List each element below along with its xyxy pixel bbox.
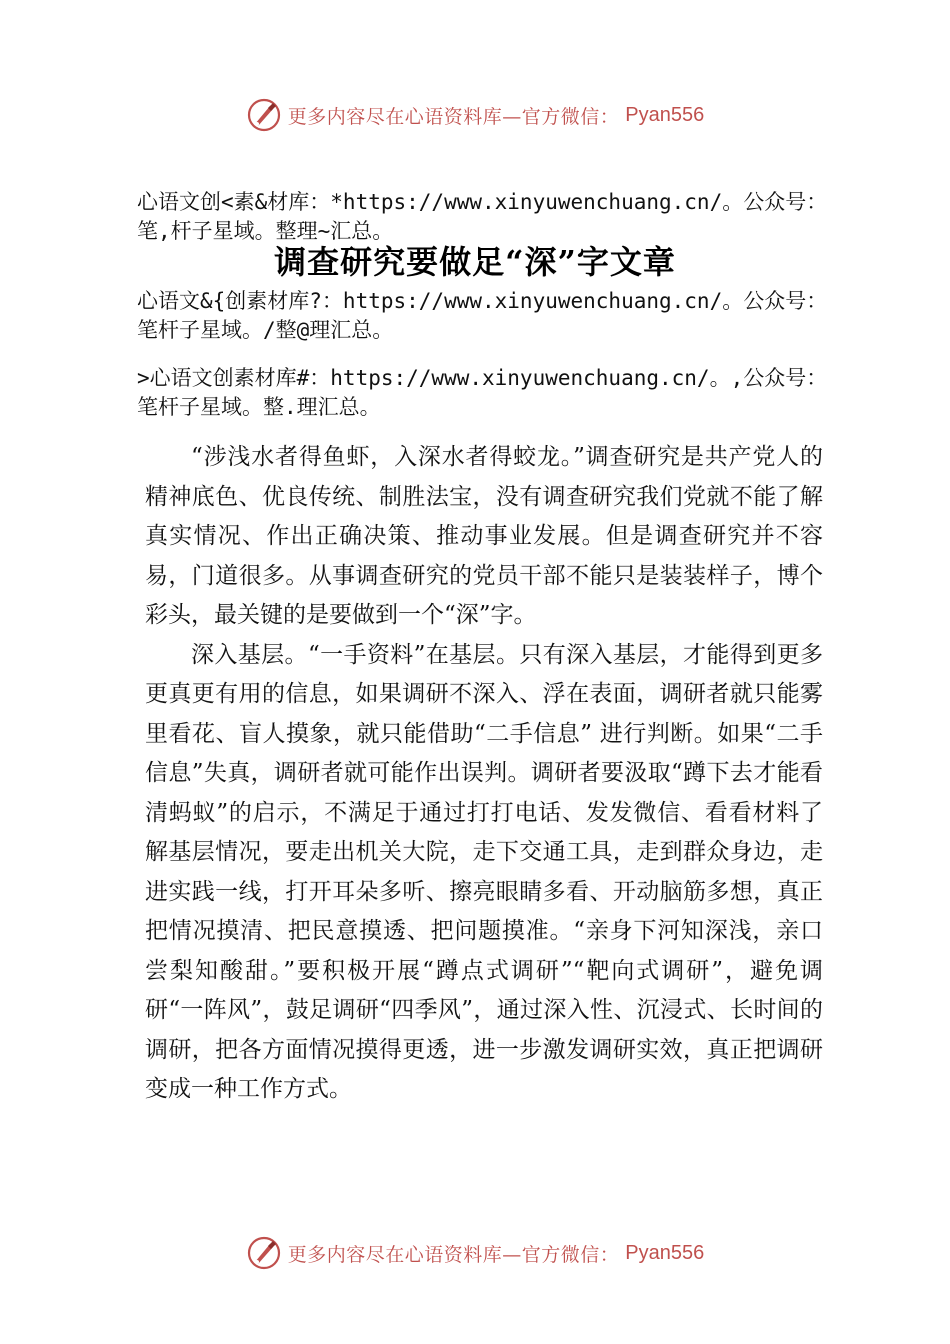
document-body	[145, 438, 823, 1110]
quill-pen-logo-icon	[246, 97, 282, 133]
header-banner	[0, 93, 950, 137]
banner-text: 更多内容尽在心语资料库—官方微信：	[287, 1243, 620, 1266]
quill-pen-logo-icon	[246, 1235, 282, 1271]
source-note: 心语文&{创素材库?：https://www.xinyuwenchuang.cn/。公众号：笔杆子星域。/整@理汇总。	[137, 289, 828, 342]
banner-wechat-account: Pyan556	[625, 1241, 705, 1264]
banner-wechat-account: Pyan556	[625, 103, 705, 126]
source-note: 心语文创<素&材库：*https://www.xinyuwenchuang.cn/。公众号：笔,杆子星域。整理~汇总。	[137, 190, 828, 243]
body-paragraph: “涉浅水者得鱼虾，入深水者得蛟龙。”调查研究是共产党人的精神底色、优良传统、制胜法宝，没有调查研究我们党就不能了解真实情况、作出正确决策、推动事业发展。但是调查研究并不容易，门道很多。从事调查研究的党员干部不能只是装装样子，博个彩头，最关键的是要做到一个“深”字。	[145, 444, 823, 628]
document-title: 调查研究要做足“深”字文章	[274, 243, 676, 281]
body-paragraph: 深入基层。“一手资料”在基层。只有深入基层，才能得到更多更真更有用的信息，如果调研不深入、浮在表面，调研者就只能雾里看花、盲人摸象，就只能借助“二手信息” 进行判断。如果“二手信息”失真，调研者就可能作出误判。调研者要汲取“蹲下去才能看清蚂蚁”的启示，不满足于通过打打电话、发发微信、看看材料了解基层情况，要走出机关大院，走下交通工具，走到群众身边，走进实践一线，打开耳朵多听、擦亮眼睛多看、开动脑筋多想，真正把情况摸清、把民意摸透、把问题摸准。“亲身下河知深浅，亲口尝梨知酸甜。”要积极开展“蹲点式调研”“靶向式调研”，避免调研“一阵风”，鼓足调研“四季风”，通过深入性、沉浸式、长时间的调研，把各方面情况摸得更透，进一步激发调研实效，真正把调研变成一种工作方式。	[145, 641, 823, 1102]
source-note: >心语文创素材库#：https://www.xinyuwenchuang.cn/。,公众号：笔杆子星域。整.理汇总。	[137, 366, 828, 419]
banner-text: 更多内容尽在心语资料库—官方微信：	[287, 105, 620, 128]
footer-banner	[0, 1231, 950, 1275]
